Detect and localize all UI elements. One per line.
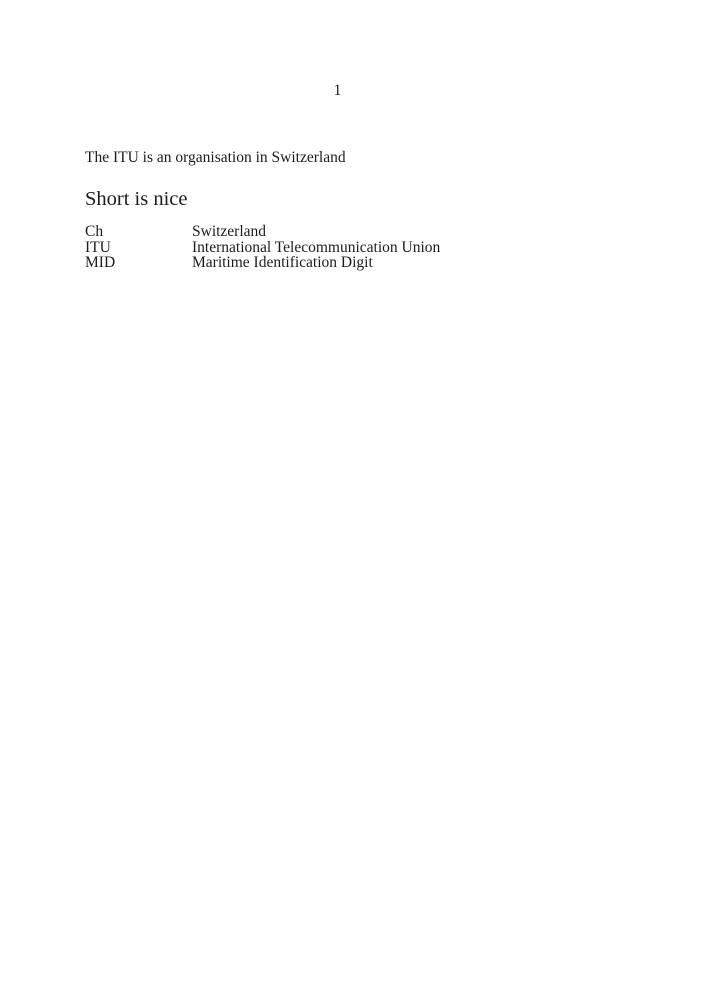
intro-paragraph: The ITU is an organisation in Switzerland [85,149,346,166]
glossary-term: Ch [85,223,104,240]
page-number: 1 [333,82,342,99]
glossary-definition: International Telecommunication Union [192,238,441,256]
glossary-row [85,240,440,256]
glossary-list [85,224,440,271]
glossary-definition: Switzerland [192,223,267,240]
glossary-row [85,224,440,240]
section-heading: Short is nice [85,188,188,210]
glossary-term: ITU [85,238,111,256]
glossary-definition: Maritime Identification Digit [192,254,373,272]
glossary-term: MID [85,254,116,272]
glossary-row [85,255,440,271]
